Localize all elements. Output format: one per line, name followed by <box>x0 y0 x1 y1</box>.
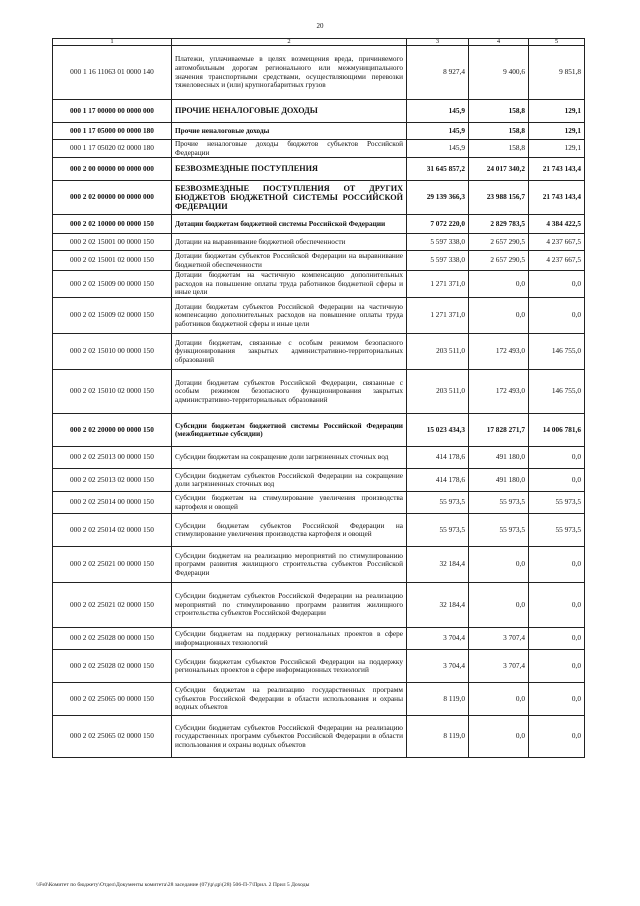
row-code: 000 2 02 15001 02 0000 150 <box>53 251 172 271</box>
row-value-col4: 23 988 156,7 <box>469 181 529 215</box>
row-value-col4: 172 493,0 <box>469 334 529 370</box>
row-value-col3: 32 184,4 <box>407 583 469 628</box>
row-value-col4: 9 400,6 <box>469 46 529 100</box>
column-header: 2 <box>172 39 407 46</box>
row-value-col4: 0,0 <box>469 583 529 628</box>
row-code: 000 2 02 25021 00 0000 150 <box>53 547 172 583</box>
row-code: 000 2 00 00000 00 0000 000 <box>53 158 172 181</box>
row-value-col4: 0,0 <box>469 683 529 716</box>
row-name: Дотации бюджетам на частичную компенсацию дополнительных расходов на повышение оплаты труда работников бюджетной сферы и иные цели <box>172 271 407 298</box>
row-name: Прочие неналоговые доходы бюджетов субъектов Российской Федерации <box>172 140 407 158</box>
row-code: 000 2 02 15009 00 0000 150 <box>53 271 172 298</box>
row-value-col5: 55 973,5 <box>529 492 585 514</box>
row-code: 000 1 17 05000 00 0000 180 <box>53 123 172 140</box>
row-value-col4: 0,0 <box>469 716 529 758</box>
row-code: 000 2 02 25028 02 0000 150 <box>53 650 172 683</box>
row-code: 000 1 16 11063 01 0000 140 <box>53 46 172 100</box>
row-value-col4: 0,0 <box>469 298 529 334</box>
table-row <box>53 370 585 414</box>
row-code: 000 2 02 15009 02 0000 150 <box>53 298 172 334</box>
table-row <box>53 251 585 271</box>
row-value-col5: 21 743 143,4 <box>529 181 585 215</box>
row-value-col4: 55 973,5 <box>469 514 529 547</box>
table-row <box>53 547 585 583</box>
row-value-col5: 4 237 667,5 <box>529 251 585 271</box>
row-value-col4: 3 707,4 <box>469 650 529 683</box>
table-row <box>53 492 585 514</box>
table-row <box>53 583 585 628</box>
row-value-col4: 24 017 340,2 <box>469 158 529 181</box>
row-name: Дотации бюджетам, связанные с особым режимом безопасного функционирования закрытых административно-территориальных образований <box>172 334 407 370</box>
column-header: 3 <box>407 39 469 46</box>
table-row <box>53 100 585 123</box>
table-row <box>53 514 585 547</box>
row-code: 000 2 02 15010 00 0000 150 <box>53 334 172 370</box>
row-value-col4: 0,0 <box>469 547 529 583</box>
row-code: 000 2 02 25028 00 0000 150 <box>53 628 172 650</box>
row-name: ПРОЧИЕ НЕНАЛОГОВЫЕ ДОХОДЫ <box>172 100 407 123</box>
row-value-col4: 2 829 783,5 <box>469 215 529 234</box>
row-name: Дотации на выравнивание бюджетной обеспеченности <box>172 234 407 251</box>
row-value-col5: 146 755,0 <box>529 334 585 370</box>
table-row <box>53 447 585 469</box>
row-value-col5: 9 851,8 <box>529 46 585 100</box>
row-value-col5: 0,0 <box>529 547 585 583</box>
table-row <box>53 414 585 447</box>
row-value-col5: 129,1 <box>529 100 585 123</box>
row-name: БЕЗВОЗМЕЗДНЫЕ ПОСТУПЛЕНИЯ ОТ ДРУГИХ БЮДЖЕТОВ БЮДЖЕТНОЙ СИСТЕМЫ РОССИЙСКОЙ ФЕДЕРАЦИИ <box>172 181 407 215</box>
row-value-col3: 5 597 338,0 <box>407 234 469 251</box>
row-name: Субсидии бюджетам субъектов Российской Федерации на реализацию государственных программ субъектов Российской Федерации в области использования и охраны водных объектов <box>172 716 407 758</box>
row-value-col3: 8 119,0 <box>407 683 469 716</box>
table-row <box>53 158 585 181</box>
row-name: Прочие неналоговые доходы <box>172 123 407 140</box>
row-value-col3: 55 973,5 <box>407 492 469 514</box>
row-code: 000 2 02 25013 02 0000 150 <box>53 469 172 492</box>
table-row <box>53 716 585 758</box>
row-value-col5: 0,0 <box>529 447 585 469</box>
row-value-col5: 0,0 <box>529 469 585 492</box>
row-value-col5: 0,0 <box>529 683 585 716</box>
row-value-col3: 32 184,4 <box>407 547 469 583</box>
table-row <box>53 628 585 650</box>
row-value-col5: 0,0 <box>529 271 585 298</box>
row-value-col3: 414 178,6 <box>407 469 469 492</box>
row-code: 000 2 02 10000 00 0000 150 <box>53 215 172 234</box>
row-name: Субсидии бюджетам субъектов Российской Федерации на стимулирование увеличения производства картофеля и овощей <box>172 514 407 547</box>
row-value-col3: 145,9 <box>407 140 469 158</box>
row-value-col3: 203 511,0 <box>407 370 469 414</box>
table-row <box>53 234 585 251</box>
row-name: Субсидии бюджетам на реализацию государственных программ субъектов Российской Федерации в области использования и охраны водных объектов <box>172 683 407 716</box>
row-name: Субсидии бюджетам на реализацию мероприятий по стимулированию программ развития жилищного строительства субъектов Российской Федерации <box>172 547 407 583</box>
row-value-col4: 491 180,0 <box>469 469 529 492</box>
row-value-col4: 158,8 <box>469 140 529 158</box>
row-code: 000 2 02 25013 00 0000 150 <box>53 447 172 469</box>
row-name: Субсидии бюджетам на сокращение доли загрязненных сточных вод <box>172 447 407 469</box>
row-value-col5: 21 743 143,4 <box>529 158 585 181</box>
row-name: Субсидии бюджетам субъектов Российской Федерации на поддержку региональных проектов в сфере информационных технологий <box>172 650 407 683</box>
row-value-col4: 17 828 271,7 <box>469 414 529 447</box>
row-value-col4: 2 657 290,5 <box>469 251 529 271</box>
row-value-col3: 1 271 371,0 <box>407 298 469 334</box>
table-row <box>53 140 585 158</box>
column-header: 1 <box>53 39 172 46</box>
row-value-col5: 0,0 <box>529 583 585 628</box>
row-name: Субсидии бюджетам субъектов Российской Федерации на сокращение доли загрязненных сточных вод <box>172 469 407 492</box>
row-name: Субсидии бюджетам на поддержку региональных проектов в сфере информационных технологий <box>172 628 407 650</box>
row-value-col5: 129,1 <box>529 140 585 158</box>
row-value-col5: 0,0 <box>529 650 585 683</box>
column-number-row <box>53 39 585 46</box>
row-value-col5: 55 973,5 <box>529 514 585 547</box>
table-row <box>53 650 585 683</box>
row-value-col4: 3 707,4 <box>469 628 529 650</box>
row-name: Субсидии бюджетам бюджетной системы Российской Федерации (межбюджетные субсидии) <box>172 414 407 447</box>
table-body <box>53 46 585 758</box>
column-header: 5 <box>529 39 585 46</box>
row-value-col4: 158,8 <box>469 123 529 140</box>
table-row <box>53 123 585 140</box>
row-name: Дотации бюджетам субъектов Российской Федерации на выравнивание бюджетной обеспеченности <box>172 251 407 271</box>
row-value-col4: 55 973,5 <box>469 492 529 514</box>
row-name: БЕЗВОЗМЕЗДНЫЕ ПОСТУПЛЕНИЯ <box>172 158 407 181</box>
row-value-col4: 2 657 290,5 <box>469 234 529 251</box>
row-value-col4: 0,0 <box>469 271 529 298</box>
table-row <box>53 469 585 492</box>
table-row <box>53 46 585 100</box>
row-value-col5: 4 384 422,5 <box>529 215 585 234</box>
table-row <box>53 181 585 215</box>
row-code: 000 2 02 25014 00 0000 150 <box>53 492 172 514</box>
row-value-col3: 8 927,4 <box>407 46 469 100</box>
column-header: 4 <box>469 39 529 46</box>
row-name: Дотации бюджетам бюджетной системы Российской Федерации <box>172 215 407 234</box>
row-value-col4: 491 180,0 <box>469 447 529 469</box>
row-code: 000 2 02 15001 00 0000 150 <box>53 234 172 251</box>
page-number: 20 <box>316 22 324 30</box>
row-value-col3: 145,9 <box>407 123 469 140</box>
revenue-table <box>52 38 585 758</box>
row-value-col3: 5 597 338,0 <box>407 251 469 271</box>
row-code: 000 2 02 25065 02 0000 150 <box>53 716 172 758</box>
row-name: Дотации бюджетам субъектов Российской Федерации на частичную компенсацию дополнительных расходов на повышение оплаты труда работников бюджетной сферы и иные цели <box>172 298 407 334</box>
table-row <box>53 298 585 334</box>
table-row <box>53 215 585 234</box>
row-value-col3: 145,9 <box>407 100 469 123</box>
file-path-footer: \\Fs0\Комитет по бюджету\Отдел\Документы комитета\28 заседание (07)\р\др\(28) 506-П-7\Прил. 2 Прил 5 Доходы <box>36 882 310 888</box>
row-value-col5: 4 237 667,5 <box>529 234 585 251</box>
row-code: 000 1 17 05020 02 0000 180 <box>53 140 172 158</box>
row-value-col5: 129,1 <box>529 123 585 140</box>
row-value-col5: 14 006 781,6 <box>529 414 585 447</box>
row-value-col3: 3 704,4 <box>407 650 469 683</box>
row-code: 000 2 02 25065 00 0000 150 <box>53 683 172 716</box>
row-value-col3: 414 178,6 <box>407 447 469 469</box>
row-value-col3: 3 704,4 <box>407 628 469 650</box>
row-value-col3: 1 271 371,0 <box>407 271 469 298</box>
row-code: 000 2 02 25021 02 0000 150 <box>53 583 172 628</box>
row-value-col5: 0,0 <box>529 298 585 334</box>
row-value-col4: 172 493,0 <box>469 370 529 414</box>
row-value-col3: 7 072 220,0 <box>407 215 469 234</box>
row-value-col3: 55 973,5 <box>407 514 469 547</box>
row-name: Субсидии бюджетам субъектов Российской Федерации на реализацию мероприятий по стимулированию программ развития жилищного строительства субъектов Российской Федерации <box>172 583 407 628</box>
table-row <box>53 334 585 370</box>
row-name: Платежи, уплачиваемые в целях возмещения вреда, причиняемого автомобильным дорогам регионального или межмуниципального значения транспортными средствами, осуществляющими перевозки тяжеловесных и (или) крупногабаритных грузов <box>172 46 407 100</box>
row-value-col3: 31 645 857,2 <box>407 158 469 181</box>
row-code: 000 2 02 15010 02 0000 150 <box>53 370 172 414</box>
row-code: 000 2 02 25014 02 0000 150 <box>53 514 172 547</box>
row-code: 000 2 02 20000 00 0000 150 <box>53 414 172 447</box>
row-code: 000 1 17 00000 00 0000 000 <box>53 100 172 123</box>
row-name: Субсидии бюджетам на стимулирование увеличения производства картофеля и овощей <box>172 492 407 514</box>
row-value-col5: 146 755,0 <box>529 370 585 414</box>
row-value-col4: 158,8 <box>469 100 529 123</box>
row-value-col5: 0,0 <box>529 716 585 758</box>
table-row <box>53 271 585 298</box>
row-name: Дотации бюджетам субъектов Российской Федерации, связанные с особым режимом безопасного функционирования закрытых административно-территориальных образований <box>172 370 407 414</box>
row-code: 000 2 02 00000 00 0000 000 <box>53 181 172 215</box>
row-value-col3: 8 119,0 <box>407 716 469 758</box>
row-value-col3: 203 511,0 <box>407 334 469 370</box>
row-value-col3: 29 139 366,3 <box>407 181 469 215</box>
row-value-col5: 0,0 <box>529 628 585 650</box>
table-row <box>53 683 585 716</box>
row-value-col3: 15 023 434,3 <box>407 414 469 447</box>
